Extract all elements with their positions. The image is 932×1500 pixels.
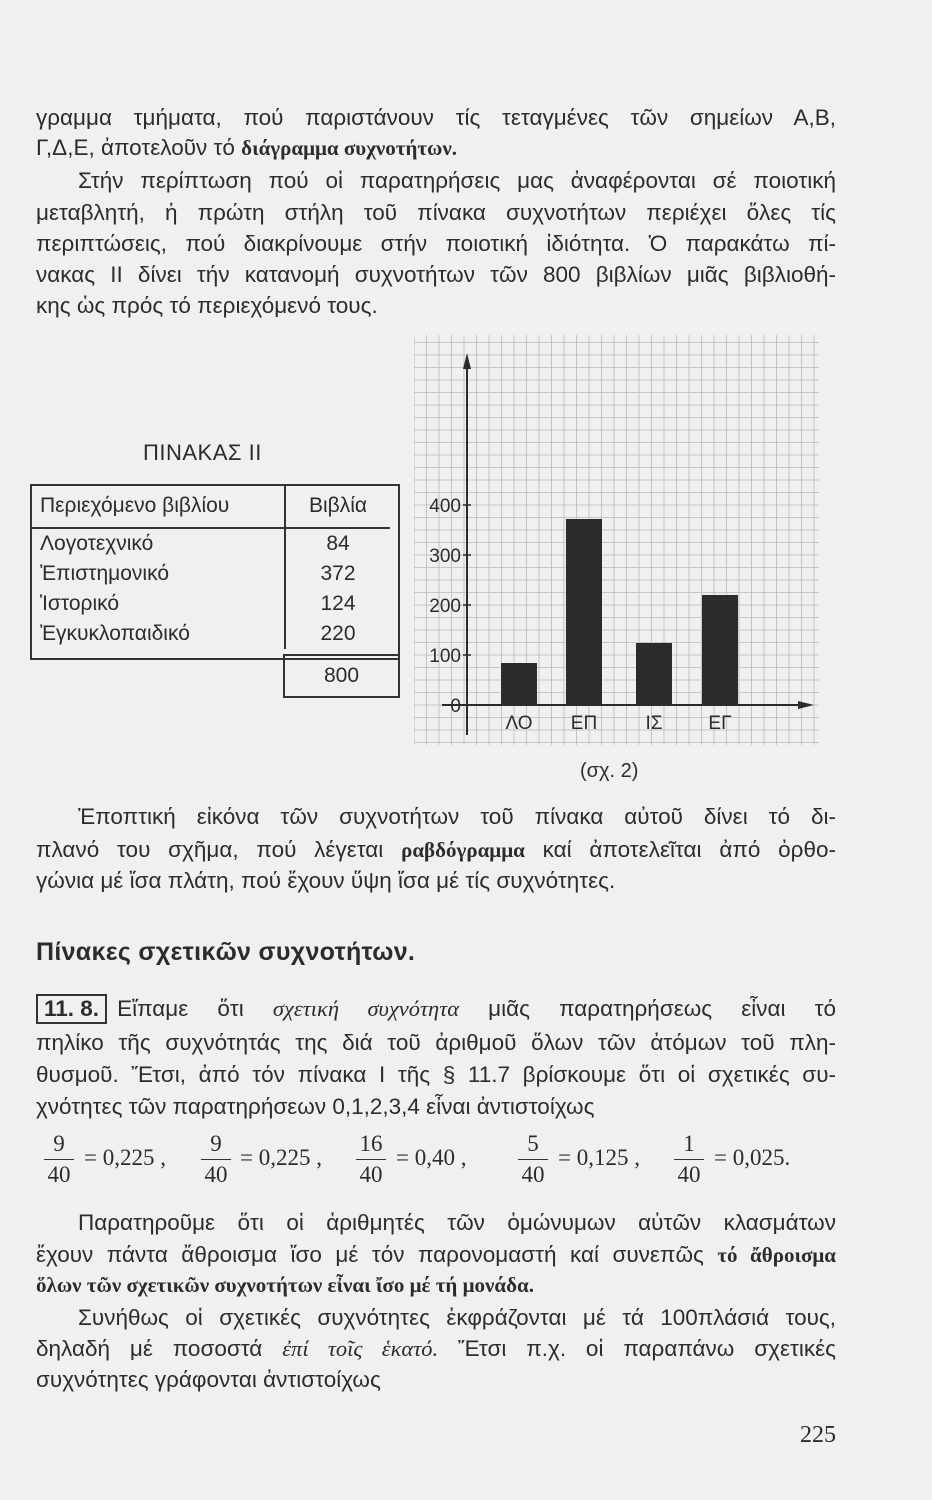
- numerator: 9: [53, 1131, 65, 1156]
- text-line: μεταβλητή, ἡ πρώτη στήλη τοῦ πίνακα συχνοτήτων περιέχει ὅλες τίς: [36, 200, 836, 225]
- bar-1: [566, 519, 602, 705]
- fraction: [201, 1130, 231, 1189]
- table-cell: 84: [326, 532, 350, 555]
- fraction: [44, 1130, 74, 1189]
- table-total: 800: [283, 654, 400, 698]
- y-tick-label: 100: [429, 646, 461, 667]
- italic-term: ἐπί τοῖς ἑκατό.: [282, 1336, 439, 1361]
- table-cell: Ἱστορικό: [32, 589, 285, 619]
- text-line: γώνια μέ ἴσα πλάτη, πού ἔχουν ὕψη ἴσα μέ τίς συχνότητες.: [36, 868, 616, 893]
- text-line: πηλίκο τῆς συχνότητάς της διά τοῦ ἀριθμοῦ ὅλων τῶν ἀτόμων τοῦ πλη-: [36, 1030, 836, 1055]
- table-header-cell: Βιβλία: [285, 485, 390, 528]
- y-tick-label: 300: [429, 546, 461, 567]
- denominator: 40: [677, 1162, 701, 1187]
- text-span: ἔχουν πάντα ἄθροισμα ἴσο μέ τόν παρονομαστή καί συνεπῶς: [36, 1242, 718, 1267]
- x-tick-label: ΛΟ: [505, 713, 533, 734]
- chart-axes: [442, 353, 814, 735]
- denominator: 40: [204, 1162, 228, 1187]
- section-heading: Πίνακες σχετικῶν συχνοτήτων.: [36, 938, 416, 966]
- table-header-row: [32, 485, 390, 528]
- text-line: κης ὡς πρός τό περιεχόμενό τους.: [36, 293, 378, 318]
- text-line: Στήν περίπτωση πού οἱ παρατηρήσεις μας ἀναφέρονται σέ ποιοτική: [78, 168, 836, 193]
- text-line: [36, 1334, 836, 1364]
- text-span: πλανό του σχῆμα, πού λέγεται: [36, 837, 402, 862]
- table-header-cell: Περιεχόμενο βιβλίου: [32, 485, 285, 528]
- table-row: [32, 559, 390, 589]
- text-line: Ἐποπτική εἰκόνα τῶν συχνοτήτων τοῦ πίνακα αὐτοῦ δίνει τό δι-: [78, 804, 836, 829]
- bold-term: διάγραμμα συχνοτήτων.: [241, 136, 458, 160]
- text-line: γραμμα τμήματα, πού παριστάνουν τίς τεταγμένες τῶν σημείων Α,Β,: [36, 105, 836, 130]
- fraction-row: [44, 1130, 834, 1200]
- figure-caption: (σχ. 2): [580, 760, 639, 782]
- text-line: Συνήθως οἱ σχετικές συχνότητες ἐκφράζονται μέ τά 100πλάσιά τους,: [78, 1305, 836, 1330]
- chart-y-labels: [429, 496, 471, 717]
- numerator: 1: [683, 1131, 695, 1156]
- chart-grid: [414, 335, 819, 745]
- fraction-value: = 0,025.: [714, 1145, 791, 1170]
- frequency-table: [32, 485, 390, 649]
- text-span: Ἔτσι π.χ. οἱ παραπάνω σχετικές: [438, 1336, 836, 1361]
- numerator: 5: [527, 1131, 539, 1156]
- text-span: δηλαδή μέ ποσοστά: [36, 1336, 283, 1361]
- fraction-value: = 0,40 ,: [396, 1145, 467, 1170]
- text-span: καί ἀποτελεῖται ἀπό ὀρθο-: [524, 837, 836, 862]
- chart-bars: [501, 519, 738, 705]
- text-span: μιᾶς παρατηρήσεως εἶναι τό: [459, 996, 837, 1021]
- fraction-value: = 0,125 ,: [558, 1145, 640, 1170]
- table-row: [32, 528, 390, 559]
- x-axis-arrow-icon: [798, 701, 814, 709]
- y-tick-label: 0: [450, 696, 461, 717]
- bar-0: [501, 663, 537, 705]
- italic-term: σχετική συχνότητα: [272, 996, 460, 1021]
- text-line: θυσμοῦ. Ἔτσι, ἀπό τόν πίνακα Ι τῆς § 11.7 βρίσκουμε ὅτι οἱ σχετικές συ-: [36, 1062, 836, 1087]
- page-number: 225: [800, 1422, 836, 1448]
- bar-chart: [414, 335, 824, 750]
- table-title: ΠΙΝΑΚΑΣ ΙΙ: [143, 440, 262, 465]
- text-line: Παρατηροῦμε ὅτι οἱ ἀριθμητές τῶν ὁμώνυμων αὐτῶν κλασμάτων: [78, 1210, 836, 1235]
- bar-2: [636, 643, 672, 705]
- bold-term: ὅλων τῶν σχετικῶν συχνοτήτων εἶναι ἴσο μέ τή μονάδα.: [36, 1273, 534, 1297]
- bold-term: τό ἄθροισμα: [717, 1243, 836, 1267]
- text-line: [36, 994, 836, 1024]
- bold-term: ραβδόγραμμα: [401, 838, 525, 862]
- section-number: 11. 8.: [36, 994, 107, 1024]
- text-line: περιπτώσεις, πού διακρίνουμε στήν ποιοτική ἰδιότητα. Ὁ παρακάτω πί-: [36, 231, 836, 256]
- table-cell: Ἐγκυκλοπαιδικό: [32, 619, 285, 649]
- table-cell: 372: [320, 562, 356, 585]
- text-line: νακας ΙΙ δίνει τήν κατανομή συχνοτήτων τῶν 800 βιβλίων μιᾶς βιβλιοθή-: [36, 262, 836, 287]
- fraction-value: = 0,225 ,: [84, 1145, 166, 1170]
- table-cell: 220: [320, 622, 356, 645]
- bar-3: [702, 595, 738, 705]
- denominator: 40: [359, 1162, 383, 1187]
- text-line: συχνότητες γράφονται ἀντιστοίχως: [36, 1367, 381, 1392]
- text-line: [36, 133, 836, 163]
- fraction: [674, 1130, 704, 1189]
- x-tick-label: ΕΓ: [708, 713, 732, 734]
- y-tick-label: 200: [429, 596, 461, 617]
- denominator: 40: [47, 1162, 71, 1187]
- text-line: [36, 1270, 836, 1300]
- numerator: 9: [210, 1131, 222, 1156]
- table-cell: 124: [320, 592, 356, 615]
- table-row: [32, 589, 390, 619]
- table-cell: Ἐπιστημονικό: [32, 559, 285, 589]
- x-tick-label: ΕΠ: [570, 713, 598, 734]
- numerator: 16: [359, 1131, 383, 1156]
- fraction-value: = 0,225 ,: [240, 1145, 322, 1170]
- text-span: Γ,Δ,Ε, ἀποτελοῦν τό: [36, 135, 242, 160]
- text-line: [36, 835, 836, 865]
- y-tick-label: 400: [429, 496, 461, 517]
- fraction: [356, 1130, 386, 1189]
- table-cell: Λογοτεχνικό: [32, 528, 285, 559]
- text-span: Εἴπαμε ὅτι: [117, 996, 273, 1021]
- table-row: [32, 619, 390, 649]
- x-tick-label: ΙΣ: [645, 713, 663, 734]
- text-line: χνότητες τῶν παρατηρήσεων 0,1,2,3,4 εἶναι ἀντιστοίχως: [36, 1094, 595, 1119]
- fraction: [518, 1130, 548, 1189]
- text-line: [36, 1240, 836, 1270]
- denominator: 40: [521, 1162, 545, 1187]
